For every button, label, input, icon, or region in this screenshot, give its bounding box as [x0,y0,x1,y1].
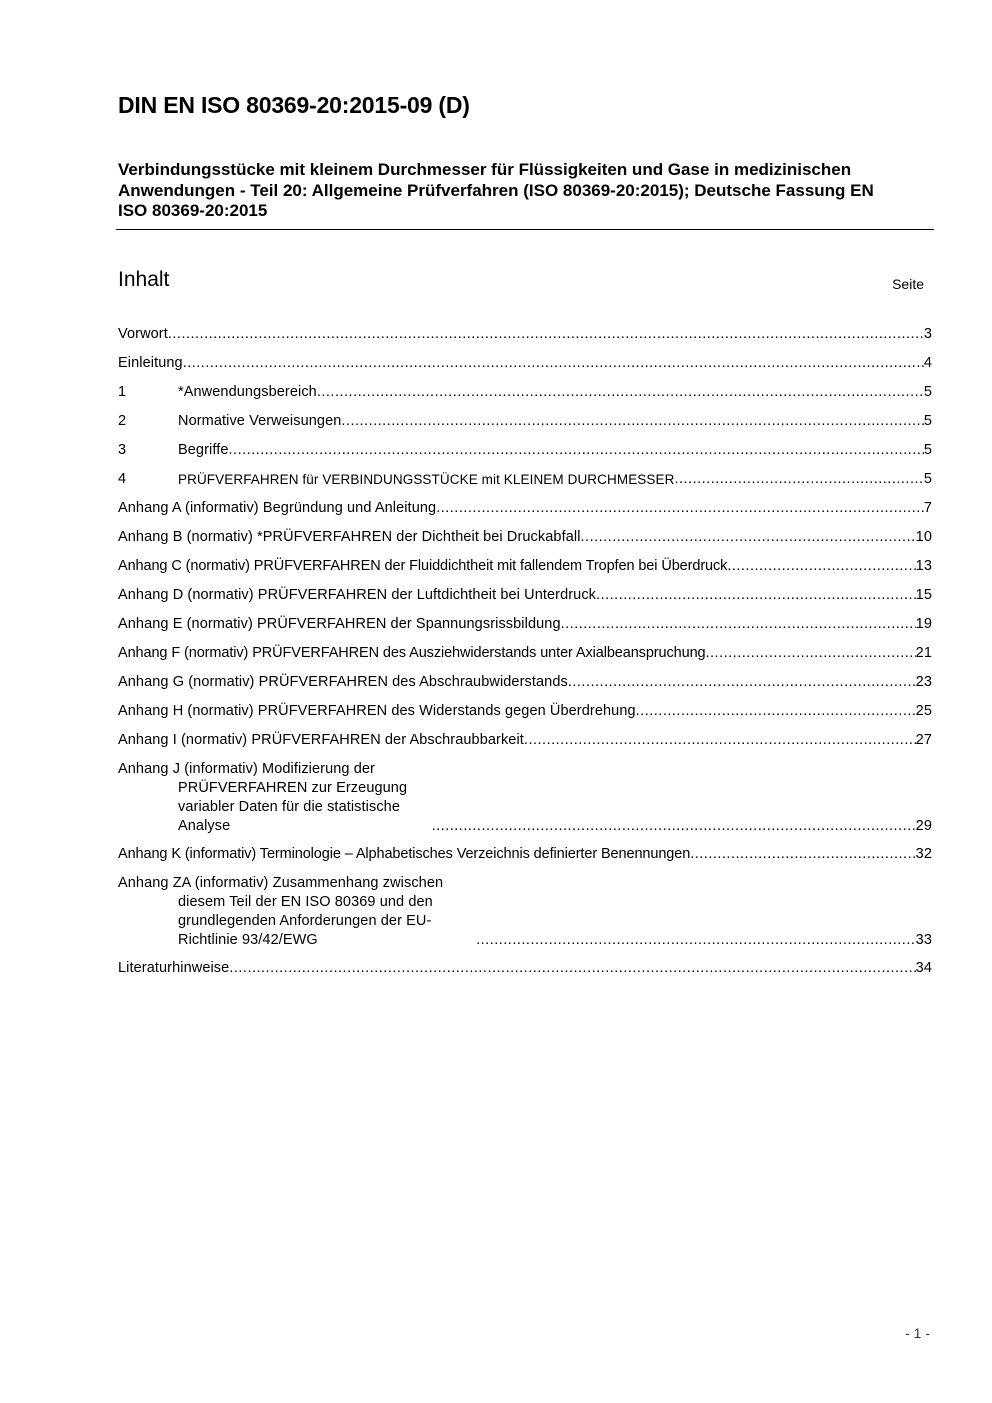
toc-entry-text: PRÜFVERFAHREN für VERBINDUNGSSTÜCKE mit KLEINEM DURCHMESSER [178,472,675,487]
toc-entry-text: Anhang I (normativ) PRÜFVERFAHREN der Abschraubbarkeit [118,732,524,748]
toc-dot-leader [568,673,916,692]
toc-entry-page: 33 [915,932,932,948]
toc-dot-leader [727,557,915,576]
toc-entry-page: 15 [915,587,932,603]
toc-entry-annex-b[interactable] [118,528,932,547]
toc-entry-annex-a[interactable] [118,499,932,518]
toc-entry-text: Anhang ZA (informativ) Zusammenhang zwischen diesem Teil der EN ISO 80369 und den grundlegenden Anforderungen der EU-Richtlinie 93/42/EWG [118,875,444,948]
toc-entry-page: 32 [915,846,932,862]
page-number: - 1 - [905,1325,930,1341]
toc-entry-annex-k[interactable] [118,845,932,864]
toc-entry-page: 7 [923,500,932,516]
toc-dot-leader [317,383,924,402]
document-title: Verbindungsstücke mit kleinem Durchmesser für Flüssigkeiten und Gase in medizinischen Anwendungen - Teil 20: Allgemeine Prüfverfahren (ISO 80369-20:2015); Deutsche Fassung EN ISO 80369-20:2015 [118,160,874,220]
toc-entry-text: Anhang C (normativ) PRÜFVERFAHREN der Fluiddichtheit mit fallendem Tropfen bei Überdruck [118,558,728,574]
toc-entry-text: Anhang A (informativ) Begründung und Anleitung [118,500,437,516]
toc-entry-text: Anhang E (normativ) PRÜFVERFAHREN der Spannungsrissbildung [118,616,561,632]
toc-entry-einleitung[interactable] [118,354,932,373]
toc-entry-page: 5 [923,471,932,487]
toc-entry-text: Anhang F (normativ) PRÜFVERFAHREN des Ausziehwiderstands unter Axialbeanspruchung [118,645,706,661]
toc-dot-leader [674,470,923,489]
toc-dot-leader [341,412,923,431]
toc-entry-page: 5 [923,413,932,429]
toc-entry-page: 23 [915,674,932,690]
toc-entry-section-2[interactable] [118,412,932,431]
toc-entry-annex-za[interactable] [118,874,932,950]
toc-dot-leader [168,325,924,344]
toc-entry-text: Anhang D (normativ) PRÜFVERFAHREN der Luftdichtheit bei Unterdruck [118,587,597,603]
toc-entry-page: 3 [923,326,932,342]
toc-entry-section-3[interactable] [118,441,932,460]
toc-dot-leader [636,702,916,721]
toc-dot-leader [229,959,915,978]
toc-dot-leader [432,817,916,836]
toc-heading: Inhalt [118,268,170,291]
toc-entry-literaturhinweise[interactable] [118,959,932,978]
toc-entry-number: 1 [118,384,127,400]
toc-entry-page: 34 [915,960,932,976]
toc-page-column-label: Seite [892,276,924,292]
toc-entry-page: 27 [915,732,932,748]
toc-dot-leader [706,644,916,663]
toc-entry-page: 21 [915,645,932,661]
toc-entry-text: Anhang B (normativ) *PRÜFVERFAHREN der Dichtheit bei Druckabfall [118,529,581,545]
toc-entry-text: Begriffe [178,442,229,458]
toc-entry-text: Einleitung [118,355,183,371]
toc-entry-page: 29 [915,818,932,834]
toc-entry-text: Anhang K (informativ) Terminologie – Alphabetisches Verzeichnis definierter Benennungen [118,846,691,862]
toc-entry-number: 4 [118,471,127,487]
toc-entry-number: 3 [118,442,127,458]
toc-dot-leader [690,845,915,864]
toc-entry-text: Anhang G (normativ) PRÜFVERFAHREN des Abschraubwiderstands [118,674,568,690]
toc-dot-leader [524,731,916,750]
toc-entry-page: 13 [915,558,932,574]
title-divider [116,229,934,230]
toc-dot-leader [436,499,924,518]
toc-entry-page: 5 [923,384,932,400]
toc-entry-annex-e[interactable] [118,615,932,634]
toc-entry-annex-c[interactable] [118,557,932,576]
toc-entry-annex-g[interactable] [118,673,932,692]
toc-entry-section-4[interactable] [118,470,932,489]
toc-entry-text: Vorwort [118,326,168,342]
toc-dot-leader [183,354,924,373]
document-id: DIN EN ISO 80369-20:2015-09 (D) [118,92,470,118]
toc-entry-number: 2 [118,413,127,429]
toc-dot-leader [581,528,916,547]
toc-entry-page: 10 [915,529,932,545]
toc-entry-vorwort[interactable] [118,325,932,344]
toc-dot-leader [596,586,916,605]
toc-entry-annex-j[interactable] [118,760,932,836]
toc-entry-text: Anhang H (normativ) PRÜFVERFAHREN des Widerstands gegen Überdrehung [118,703,636,719]
toc-entry-text: Anhang J (informativ) Modifizierung der PRÜFVERFAHREN zur Erzeugung variabler Daten für die statistische Analyse [118,761,408,834]
toc-dot-leader [229,441,924,460]
toc-dot-leader [561,615,916,634]
toc-entry-annex-d[interactable] [118,586,932,605]
toc-entry-page: 25 [915,703,932,719]
table-of-contents [118,325,932,988]
toc-entry-page: 19 [915,616,932,632]
toc-entry-text: *Anwendungsbereich [178,384,317,400]
toc-entry-annex-h[interactable] [118,702,932,721]
toc-entry-section-1[interactable] [118,383,932,402]
toc-entry-page: 5 [923,442,932,458]
toc-entry-annex-f[interactable] [118,644,932,663]
toc-dot-leader [476,931,916,950]
toc-entry-text: Normative Verweisungen [178,413,342,429]
toc-entry-page: 4 [923,355,932,371]
toc-entry-text: Literaturhinweise [118,960,230,976]
toc-entry-annex-i[interactable] [118,731,932,750]
